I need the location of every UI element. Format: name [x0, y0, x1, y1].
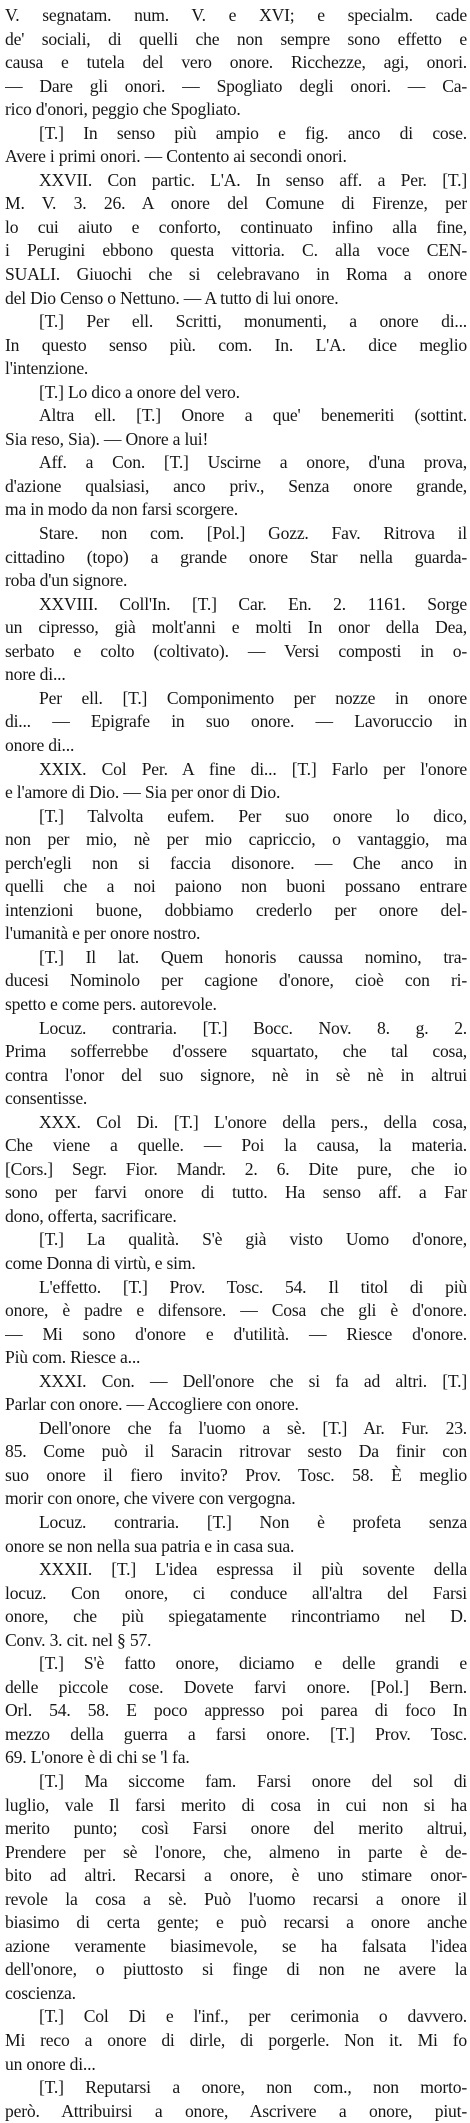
text-line: d'azione qualsiasi, anco priv., Senza onore grande,	[5, 475, 467, 496]
text-line: [T.] Talvolta eufem. Per suo onore lo dico,	[39, 805, 467, 826]
text-line: revole la cosa a sè. Può l'uomo recarsi a onore il	[5, 1888, 467, 1909]
text-line: rico d'onori, peggio che Spogliato.	[5, 99, 241, 120]
text-line: [Cors.] Segr. Fior. Mandr. 2. 6. Dite pure, che io	[5, 1158, 467, 1179]
text-line: [T.] S'è fatto onore, diciamo e delle grandi e	[39, 1653, 467, 1674]
text-line: Mi reco a onore di dirle, di porgerle. Non it. Mi fo	[5, 2030, 467, 2051]
text-line: dell'onore, o piuttosto si finge di non ne avere la	[5, 1959, 467, 1980]
text-line: non per mio, nè per mio capriccio, o vantaggio, ma	[5, 829, 467, 850]
text-line: Avere i primi onori. — Contento ai secondi onori.	[5, 146, 347, 167]
text-line: [T.] Reputarsi a onore, non com., non morto-	[39, 2077, 467, 2098]
text-line: onore, che più spiegatamente rincontriamo nel D.	[5, 1606, 467, 1627]
text-line: serbato e colto (coltivato). — Versi composti in o-	[5, 640, 467, 661]
text-line: Parlar con onore. — Accogliere con onore.	[5, 1394, 299, 1415]
text-line: [T.] Il lat. Quem honoris caussa nomino, tra-	[39, 946, 467, 967]
text-line: Prendere per sè l'onore, che, almeno in parte è de-	[5, 1841, 467, 1862]
text-line: Locuz. contraria. [T.] Non è profeta senza	[39, 1512, 467, 1532]
text-line: locuz. Con onore, ci conduce all'altra del Farsi	[5, 1582, 467, 1603]
text-line: Prima sofferrebbe d'ossere squartato, che tal cosa,	[5, 1041, 467, 1062]
text-line: dono, offerta, sacrificare.	[5, 1205, 177, 1226]
text-line: contra l'onor del suo signore, nè in sè nè in altrui	[5, 1064, 467, 1085]
text-line: Stare. non com. [Pol.] Gozz. Fav. Ritrova il	[39, 523, 467, 544]
text-line: sono per farvi onore di tutto. Ha senso aff. a Far	[5, 1182, 467, 1203]
text-line: Conv. 3. cit. nel § 57.	[5, 1629, 152, 1650]
text-line: [T.] Col Di e l'inf., per cerimonia o davvero.	[39, 2006, 467, 2027]
text-line: biasimo di certa gente; e può recarsi a onore anche	[5, 1912, 467, 1933]
text-column	[5, 4, 467, 2123]
text-line: Altra ell. [T.] Onore a que' benemeriti (sottint.	[39, 405, 467, 426]
text-line: l'umanità e per onore nostro.	[5, 923, 201, 944]
text-line: mezzo della guerra a farsi onore. [T.] Prov. Tosc.	[5, 1723, 467, 1744]
text-line: XXXII. [T.] L'idea espressa il più sovente della	[39, 1559, 467, 1580]
text-line: Dell'onore che fa l'uomo a sè. [T.] Ar. Fur. 23.	[39, 1417, 467, 1438]
text-line: azione veramente biasimevole, se ha falsata l'idea	[5, 1935, 467, 1956]
text-line: un cipresso, già molt'anni e molti In onor della Dea,	[5, 617, 467, 638]
text-line: intenzioni buone, dobbiamo crederlo per onore del-	[5, 899, 467, 920]
text-line: lo cui aiuto e conforto, continuato infino alla fine,	[5, 216, 467, 237]
text-line: coscienza.	[5, 1982, 76, 2003]
text-line: L'effetto. [T.] Prov. Tosc. 54. Il titol di più	[39, 1276, 467, 1297]
text-line: XXVII. Con partic. L'A. In senso aff. a Per. [T.]	[39, 169, 467, 190]
text-line: come Donna di virtù, e sim.	[5, 1252, 196, 1273]
text-line: Sia reso, Sia). — Onore a lui!	[5, 428, 209, 449]
text-line: V. segnatam. num. V. e XVI; e specialm. cade	[5, 5, 467, 25]
text-line: di... — Epigrafe in suo onore. — Lavoruccio in	[5, 711, 467, 732]
text-line: un onore di...	[5, 2053, 96, 2074]
text-line: Che viene a quelle. — Poi la causa, la materia.	[5, 1135, 467, 1156]
text-line: 69. L'onore è di chi se 'l fa.	[5, 1747, 190, 1768]
text-line: merito punto; così Farsi onore del merito altrui,	[5, 1818, 467, 1839]
text-line: — Mi sono d'onore e d'utilità. — Riesce d'onore.	[5, 1323, 467, 1344]
text-line: l'intenzione.	[5, 358, 89, 379]
text-line: Per ell. [T.] Componimento per nozze in onore	[39, 687, 467, 708]
text-line: però. Attribuirsi a onore, Ascrivere a onore, piut-	[5, 2100, 467, 2121]
text-line: onore, è padre e difensore. — Cosa che gli è d'onore.	[5, 1300, 467, 1321]
text-line: SUALI. Giuochi che si celebravano in Roma a onore	[5, 264, 467, 285]
text-line: del Dio Censo o Nettuno. — A tutto di lui onore.	[5, 287, 339, 308]
text-line: causa e tutela del vero onore. Ricchezze, agi, onori.	[5, 52, 467, 73]
text-line: e l'amore di Dio. — Sia per onor di Dio.	[5, 782, 281, 803]
text-line: onore se non nella sua patria e in casa sua.	[5, 1535, 295, 1556]
text-line: [T.] Per ell. Scritti, monumenti, a onore di...	[39, 311, 467, 332]
text-line: consentisse.	[5, 1088, 88, 1109]
text-line: [T.] Lo dico a onore del vero.	[39, 381, 240, 402]
text-line: M. V. 3. 26. A onore del Comune di Firenze, per	[5, 193, 467, 214]
text-line: XXX. Col Di. [T.] L'onore della pers., della cosa,	[39, 1111, 467, 1132]
text-line: luglio, vale Il farsi merito di cosa in cui non si ha	[5, 1794, 467, 1815]
text-line: quelli che a noi paiono non buoni possano entrare	[5, 876, 467, 897]
text-line: bito ad altri. Recarsi a onore, è uno stimare onor-	[5, 1865, 467, 1886]
text-line: — Dare gli onori. — Spogliato degli onori. — Ca-	[5, 75, 467, 96]
text-line: spetto e come pers. autorevole.	[5, 993, 217, 1014]
text-line: Orl. 54. 58. E poco appresso poi parea di foco In	[5, 1700, 467, 1721]
text-line: ma in modo da non farsi scorgere.	[5, 499, 238, 520]
text-line: 85. Come può il Saracin ritrovar sesto Da finir con	[5, 1441, 467, 1462]
text-line: [T.] Ma siccome fam. Farsi onore del sol di	[39, 1771, 467, 1792]
text-line: roba d'un signore.	[5, 570, 128, 591]
text-line: [T.] La qualità. S'è già visto Uomo d'onore,	[39, 1229, 467, 1250]
text-line: XXIX. Col Per. A fine di... [T.] Farlo per l'onore	[39, 758, 467, 779]
text-line: ducesi Nominolo per cagione d'onore, cioè con ri-	[5, 970, 467, 991]
text-line: In questo senso più. com. In. L'A. dice meglio	[5, 334, 467, 355]
text-line: Locuz. contraria. [T.] Bocc. Nov. 8. g. 2.	[39, 1017, 467, 1038]
text-line: nore di...	[5, 664, 66, 685]
text-line: onore di...	[5, 734, 75, 755]
text-line: morir con onore, che vivere con vergogna.	[5, 1488, 296, 1509]
text-line: [T.] In senso più ampio e fig. anco di cose.	[39, 122, 467, 143]
text-line: Aff. a Con. [T.] Uscirne a onore, d'una prova,	[39, 452, 467, 473]
text-line: delle piccole cose. Dovete farvi onore. [Pol.] Bern.	[5, 1676, 467, 1697]
text-line: de' sociali, di quelli che non sempre sono effetto e	[5, 28, 467, 49]
text-line: XXVIII. Coll'In. [T.] Car. En. 2. 1161. Sorge	[39, 593, 467, 614]
text-line: perch'egli non si faccia disonore. — Che anco in	[5, 852, 467, 873]
text-line: Più com. Riesce a...	[5, 1347, 141, 1368]
text-line: cittadino (topo) a grande onore Star nella guarda-	[5, 546, 467, 567]
text-line: i Perugini ebbono questa vittoria. C. alla voce CEN-	[5, 240, 467, 261]
text-line: suo onore il fiero invito? Prov. Tosc. 58. È meglio	[5, 1464, 467, 1485]
text-line: XXXI. Con. — Dell'onore che si fa ad altri. [T.]	[39, 1370, 467, 1391]
